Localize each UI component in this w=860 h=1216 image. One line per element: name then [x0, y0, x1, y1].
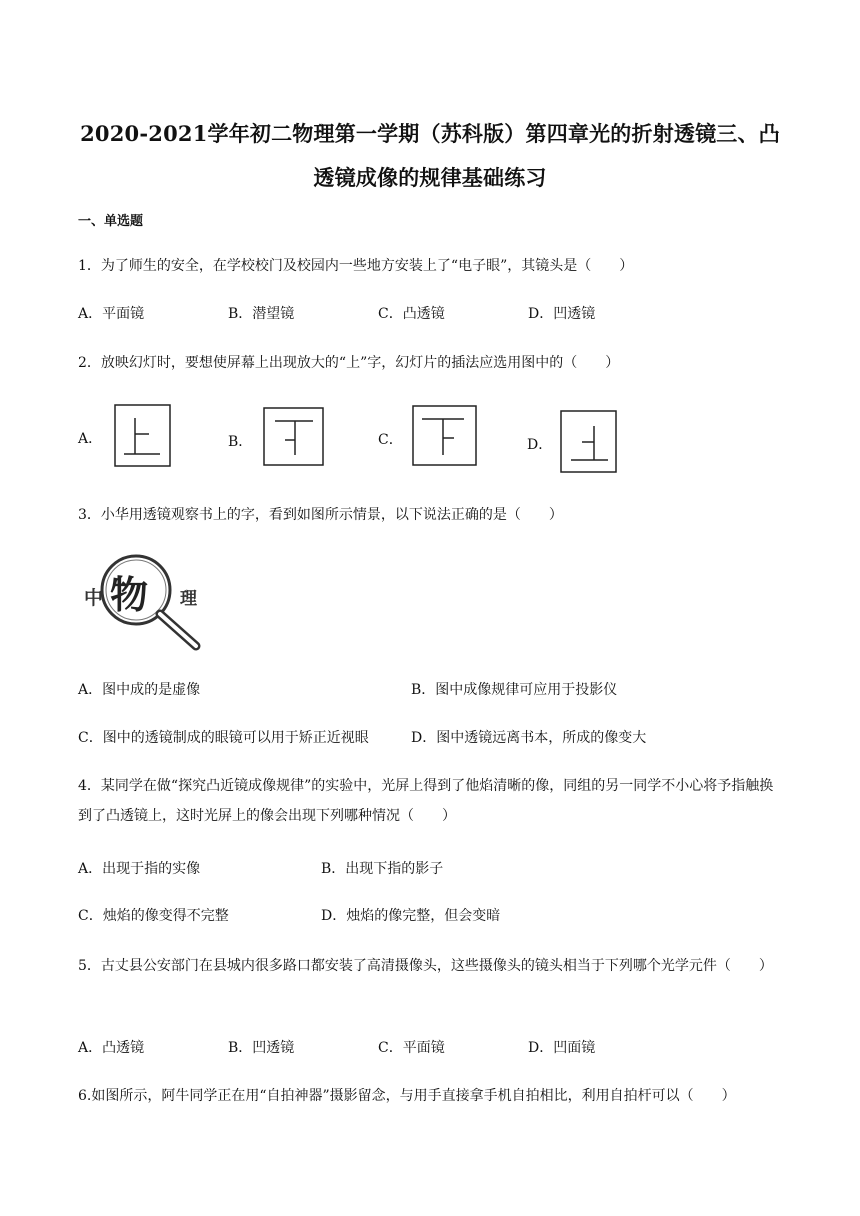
section-heading: 一、单选题	[78, 214, 144, 229]
slide-mirrored-shang-figure	[560, 410, 618, 474]
slide-upright-shang-figure	[114, 404, 172, 468]
figure-char-small: 理	[180, 589, 197, 609]
question-2-option-a	[78, 404, 178, 470]
option-b: B．凹透镜	[228, 1040, 295, 1056]
slide-inverted-shang-figure	[412, 405, 478, 467]
question-2-option-d	[527, 410, 627, 474]
option-a: A．平面镜	[78, 306, 145, 322]
option-a: A．凸透镜	[78, 1040, 145, 1056]
question-text: 如图所示，阿牛同学正在用“自拍神器”摄影留念，与用手直接拿手机自拍相比，利用自拍杆可以（ ）	[91, 1088, 736, 1104]
question-text: 某同学在做“探究凸近镜成像规律”的实验中，光屏上得到了他焰清晰的像，同组的另一同学不小心将予指触换到了凸透镜上，这时光屏上的像会出现下列哪种情况（ ）	[78, 778, 774, 824]
option-letter: B．	[228, 434, 253, 450]
question-3	[78, 500, 784, 530]
question-4	[78, 771, 784, 831]
question-text: 放映幻灯时，要想使屏幕上出现放大的“上”字，幻灯片的插法应选用图中的（ ）	[100, 355, 620, 371]
option-b: B．图中成像规律可应用于投影仪	[411, 682, 618, 698]
option-a: A．出现于指的实像	[78, 861, 201, 877]
magnifier-figure	[80, 548, 220, 652]
option-c: C．图中的透镜制成的眼镜可以用于矫正近视眼	[78, 730, 369, 746]
option-b: B．出现下指的影子	[321, 861, 444, 877]
option-d: D．凹透镜	[528, 306, 596, 322]
document-title: 2020-2021学年初二物理第一学期（苏科版）第四章光的折射透镜三、凸透镜成像的规律基础练习	[80, 121, 780, 190]
question-number: 4．	[78, 778, 101, 794]
figure-char-magnified: 物	[110, 573, 149, 617]
option-letter: A．	[78, 431, 103, 447]
question-6	[78, 1081, 784, 1111]
option-d: D．图中透镜远离书本，所成的像变大	[411, 730, 647, 746]
question-2-option-c	[378, 405, 488, 469]
option-c: C．凸透镜	[378, 306, 445, 322]
option-letter: D．	[527, 437, 553, 453]
question-2-option-b	[228, 407, 338, 469]
option-d: D．烛焰的像完整，但会变暗	[321, 908, 501, 924]
question-text: 小华用透镜观察书上的字，看到如图所示情景，以下说法正确的是（ ）	[100, 507, 563, 523]
option-d: D．凹面镜	[528, 1040, 596, 1056]
question-1	[78, 251, 784, 281]
figure-char-small: 中	[84, 587, 104, 609]
question-5	[78, 951, 784, 981]
question-number: 2．	[78, 355, 101, 371]
option-c: C．烛焰的像变得不完整	[78, 908, 229, 924]
slide-inverted-mirrored-shang-figure	[263, 407, 325, 467]
option-a: A．图中成的是虚像	[78, 682, 201, 698]
question-number: 6.	[78, 1088, 92, 1104]
question-number: 5．	[78, 958, 101, 974]
question-text: 古丈县公安部门在县城内很多路口都安装了高清摄像头，这些摄像头的镜头相当于下列哪个光学元件（ ）	[100, 958, 773, 974]
question-2	[78, 348, 784, 378]
question-text: 为了师生的安全，在学校校门及校园内一些地方安装上了“电子眼”，其镜头是（ ）	[100, 258, 634, 274]
question-number: 1．	[78, 258, 101, 274]
option-letter: C．	[378, 432, 403, 448]
option-c: C．平面镜	[378, 1040, 445, 1056]
question-number: 3．	[78, 507, 101, 523]
option-b: B．潜望镜	[228, 306, 295, 322]
